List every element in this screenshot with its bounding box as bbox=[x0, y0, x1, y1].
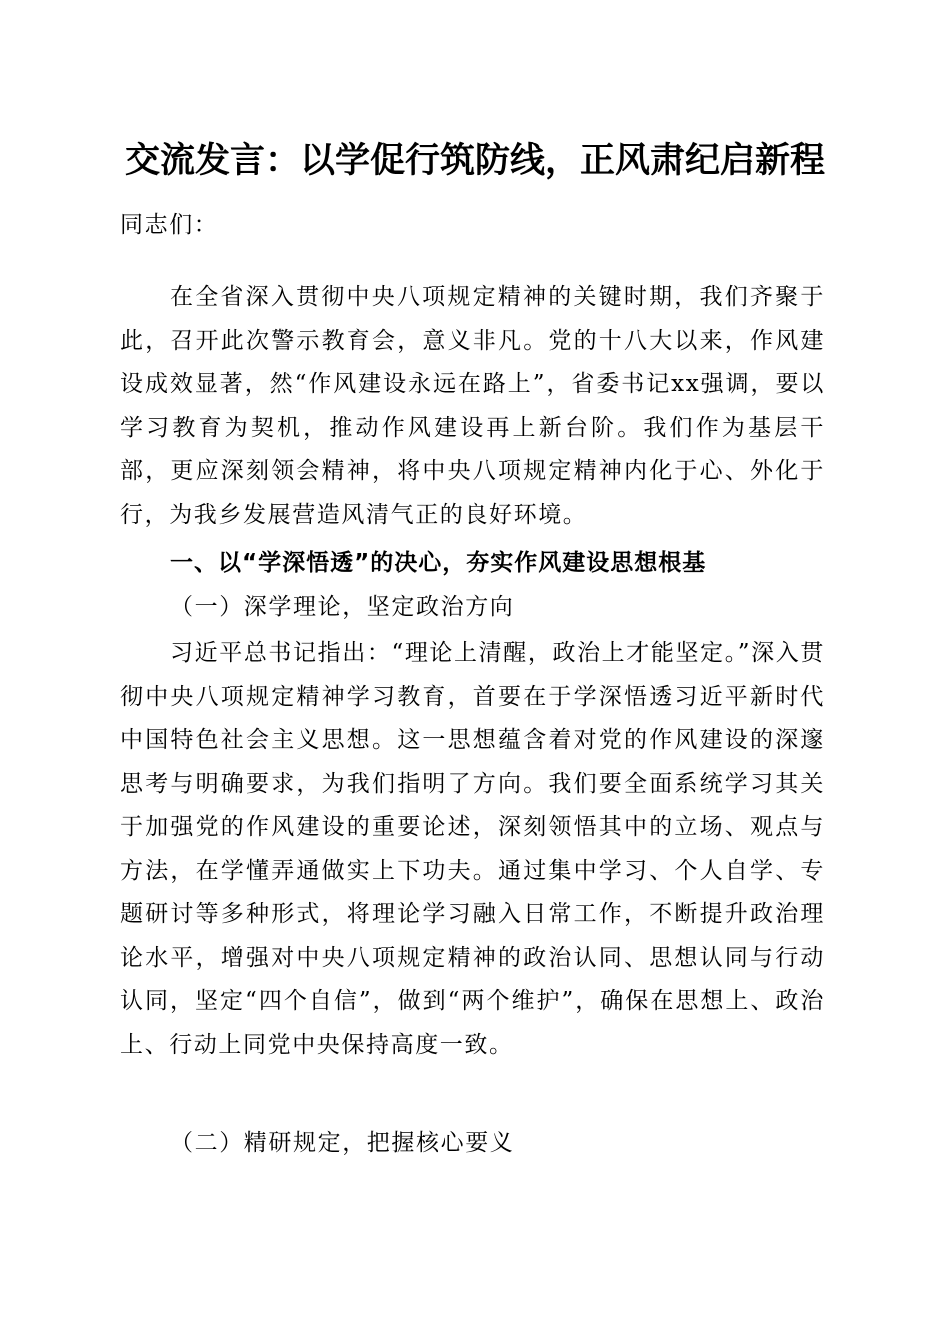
paragraph-intro: 在全省深入贯彻中央八项规定精神的关键时期，我们齐聚于此，召开此次警示教育会，意义非凡。党的十八大以来，作风建设成效显著，然“作风建设永远在路上”，省委书记xx强调，要以学习教育为契机，推动作风建设再上新台阶。我们作为基层干部，更应深刻领会精神，将中央八项规定精神内化于心、外化于行，为我乡发展营造风清气正的良好环境。 bbox=[120, 284, 825, 528]
salutation: 同志们： bbox=[120, 212, 219, 238]
subsection-heading-1: （一）深学理论，坚定政治方向 bbox=[170, 594, 515, 620]
subsection-heading-2: （二）精研规定，把握核心要义 bbox=[170, 1130, 515, 1156]
section-heading-1: 一、以“学深悟透”的决心，夯实作风建设思想根基 bbox=[170, 550, 707, 576]
paragraph-theory: 习近平总书记指出：“理论上清醒，政治上才能坚定。”深入贯彻中央八项规定精神学习教育，首要在于学深悟透习近平新时代中国特色社会主义思想。这一思想蕴含着对党的作风建设的深邃思考与明确要求，为我们指明了方向。我们要全面系统学习其关于加强党的作风建设的重要论述，深刻领悟其中的立场、观点与方法，在学懂弄通做实上下功夫。通过集中学习、个人自学、专题研讨等多种形式，将理论学习融入日常工作，不断提升政治理论水平，增强对中央八项规定精神的政治认同、思想认同与行动认同，坚定“四个自信”，做到“两个维护”，确保在思想上、政治上、行动上同党中央保持高度一致。 bbox=[120, 640, 825, 1058]
document-title: 交流发言：以学促行筑防线，正风肃纪启新程 bbox=[124, 140, 825, 181]
